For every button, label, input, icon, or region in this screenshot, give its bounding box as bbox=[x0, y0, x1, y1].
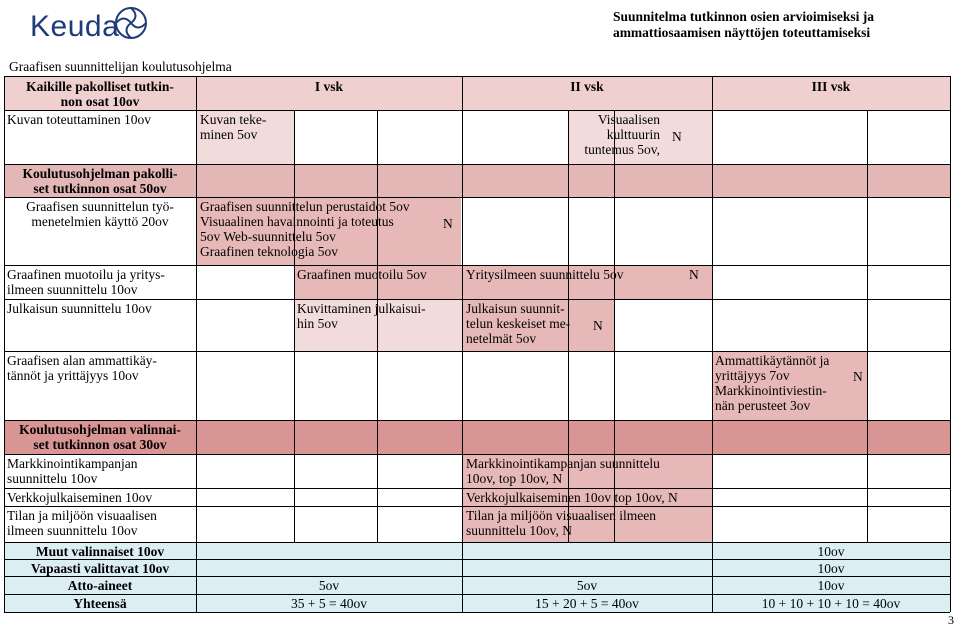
tyo-label bbox=[6, 199, 194, 229]
markkinointi-cell-line-2: 10ov, top 10ov, N bbox=[466, 471, 563, 486]
logo-icon bbox=[110, 2, 152, 44]
logo-text: Keuda bbox=[30, 10, 120, 43]
atto-y1: 5ov bbox=[318, 578, 340, 593]
verkko-label: Verkkojulkaiseminen 10ov bbox=[7, 490, 153, 505]
kuvan-cell-1-line-1: Kuvan teke- bbox=[200, 112, 267, 127]
tyo-label-line-2: menetelmien käyttö 20ov bbox=[31, 214, 169, 229]
yhteensa-y1: 35 + 5 = 40ov bbox=[291, 596, 367, 611]
tyo-cell bbox=[200, 199, 410, 259]
program-mandatory-heading bbox=[6, 166, 194, 196]
program-mandatory-line-1: Koulutusohjelman pakolli- bbox=[22, 166, 178, 181]
julkaisu-n-mark: N bbox=[593, 318, 603, 333]
vapaasti-y3: 10ov bbox=[817, 561, 845, 576]
kuvan-cell-1 bbox=[200, 112, 266, 142]
column-year-2: II vsk bbox=[570, 79, 604, 94]
ammatti-cell-line-2: yrittäjyys 7ov bbox=[715, 368, 790, 383]
optional-heading bbox=[6, 422, 194, 452]
markkinointi-cell-line-1: Markkinointikampanjan suunnittelu bbox=[466, 456, 660, 471]
muotoilu-label-line-2: ilmeen suunnittelu 10ov bbox=[7, 282, 138, 297]
ammatti-label bbox=[7, 353, 157, 383]
document-title-line-1: Suunnitelma tutkinnon osien arvioimiseksi ja bbox=[612, 9, 874, 24]
page-number: 3 bbox=[948, 613, 954, 627]
ammatti-cell-line-1: Ammattikäytännöt ja bbox=[715, 353, 830, 368]
muotoilu-n-mark: N bbox=[689, 267, 699, 282]
tyo-cell-line-2: Visuaalinen havainnointi ja toteutus bbox=[200, 214, 394, 229]
atto-label: Atto-aineet bbox=[67, 578, 133, 593]
muotoilu-label-line-1: Graafinen muotoilu ja yritys- bbox=[7, 267, 165, 282]
julkaisu-label: Julkaisun suunnittelu 10ov bbox=[7, 301, 152, 316]
tyo-cell-line-4: Graafinen teknologia 5ov bbox=[200, 244, 338, 259]
atto-y2: 5ov bbox=[576, 578, 598, 593]
muotoilu-cell-1: Graafinen muotoilu 5ov bbox=[297, 267, 427, 282]
vapaasti-label: Vapaasti valittavat 10ov bbox=[30, 561, 170, 576]
column-year-1: I vsk bbox=[314, 79, 344, 94]
ammatti-label-line-2: tännöt ja yrittäjyys 10ov bbox=[7, 368, 139, 383]
julkaisu-cell-2-line-3: netelmät 5ov bbox=[466, 331, 537, 346]
tilan-label-line-2: ilmeen suunnittelu 10ov bbox=[7, 523, 138, 538]
column-year-3: III vsk bbox=[811, 79, 851, 94]
muotoilu-cell-2: Yritysilmeen suunnittelu 5ov bbox=[466, 267, 624, 282]
ammatti-label-line-1: Graafisen alan ammattikäy- bbox=[7, 353, 157, 368]
julkaisu-cell-1-line-1: Kuvittaminen julkaisui- bbox=[297, 301, 426, 316]
julkaisu-cell-1-line-2: hin 5ov bbox=[297, 316, 338, 331]
tilan-cell-line-2: suunnittelu 10ov, N bbox=[466, 523, 572, 538]
document-title-line-2: ammattiosaamisen näyttöjen toteuttamiseksi bbox=[612, 25, 871, 40]
markkinointi-cell bbox=[466, 456, 660, 486]
julkaisu-cell-2-line-2: telun keskeiset me- bbox=[466, 316, 571, 331]
muut-y3: 10ov bbox=[817, 544, 845, 559]
tilan-label-line-1: Tilan ja miljöön visuaalisen bbox=[7, 508, 157, 523]
ammatti-cell bbox=[715, 353, 829, 413]
program-title: Graafisen suunnittelijan koulutusohjelma bbox=[9, 59, 232, 74]
kuvan-cell-2-line-3: tuntemus 5ov, bbox=[584, 142, 660, 157]
yhteensa-y3: 10 + 10 + 10 + 10 = 40ov bbox=[761, 596, 901, 611]
muut-label: Muut valinnaiset 10ov bbox=[35, 544, 165, 559]
yhteensa-label: Yhteensä bbox=[73, 596, 127, 611]
all-mandatory-line-1: Kaikille pakolliset tutkin- bbox=[26, 79, 174, 94]
ammatti-n-mark: N bbox=[853, 369, 863, 384]
julkaisu-cell-1 bbox=[297, 301, 426, 331]
julkaisu-cell-2 bbox=[466, 301, 570, 346]
kuvan-cell-1-line-2: minen 5ov bbox=[200, 127, 258, 142]
program-mandatory-line-2: set tutkinnon osat 50ov bbox=[33, 181, 167, 196]
tyo-cell-line-3: 5ov Web-suunnittelu 5ov bbox=[200, 229, 336, 244]
all-mandatory-heading bbox=[6, 79, 194, 109]
tyo-label-line-1: Graafisen suunnittelun työ- bbox=[26, 199, 174, 214]
tyo-n-mark: N bbox=[443, 216, 453, 231]
tilan-cell-line-1: Tilan ja miljöön visuaalisen ilmeen bbox=[466, 508, 656, 523]
kuvan-n-mark: N bbox=[672, 129, 682, 144]
tyo-cell-line-1: Graafisen suunnittelun perustaidot 5ov bbox=[200, 199, 410, 214]
tilan-label bbox=[7, 508, 157, 538]
markkinointi-label bbox=[7, 456, 137, 486]
verkko-cell: Verkkojulkaiseminen 10ov top 10ov, N bbox=[466, 490, 678, 505]
document-title bbox=[613, 9, 874, 41]
optional-heading-line-1: Koulutusohjelman valinnai- bbox=[19, 422, 181, 437]
atto-y3: 10ov bbox=[817, 578, 845, 593]
kuvan-cell-2 bbox=[568, 112, 660, 157]
ammatti-cell-line-4: nän perusteet 3ov bbox=[715, 398, 811, 413]
kuvan-label: Kuvan toteuttaminen 10ov bbox=[7, 112, 151, 127]
kuvan-cell-2-line-2: kulttuurin bbox=[606, 127, 660, 142]
markkinointi-label-line-2: suunnittelu 10ov bbox=[7, 471, 98, 486]
markkinointi-label-line-1: Markkinointikampanjan bbox=[7, 456, 138, 471]
all-mandatory-line-2: non osat 10ov bbox=[60, 94, 140, 109]
kuvan-cell-2-line-1: Visuaalisen bbox=[597, 112, 660, 127]
muotoilu-label bbox=[7, 267, 165, 297]
ammatti-cell-line-3: Markkinointiviestin- bbox=[715, 383, 827, 398]
julkaisu-cell-2-line-1: Julkaisun suunnit- bbox=[466, 301, 565, 316]
optional-heading-line-2: set tutkinnon osat 30ov bbox=[33, 437, 167, 452]
yhteensa-y2: 15 + 20 + 5 = 40ov bbox=[535, 596, 639, 611]
tilan-cell bbox=[466, 508, 656, 538]
